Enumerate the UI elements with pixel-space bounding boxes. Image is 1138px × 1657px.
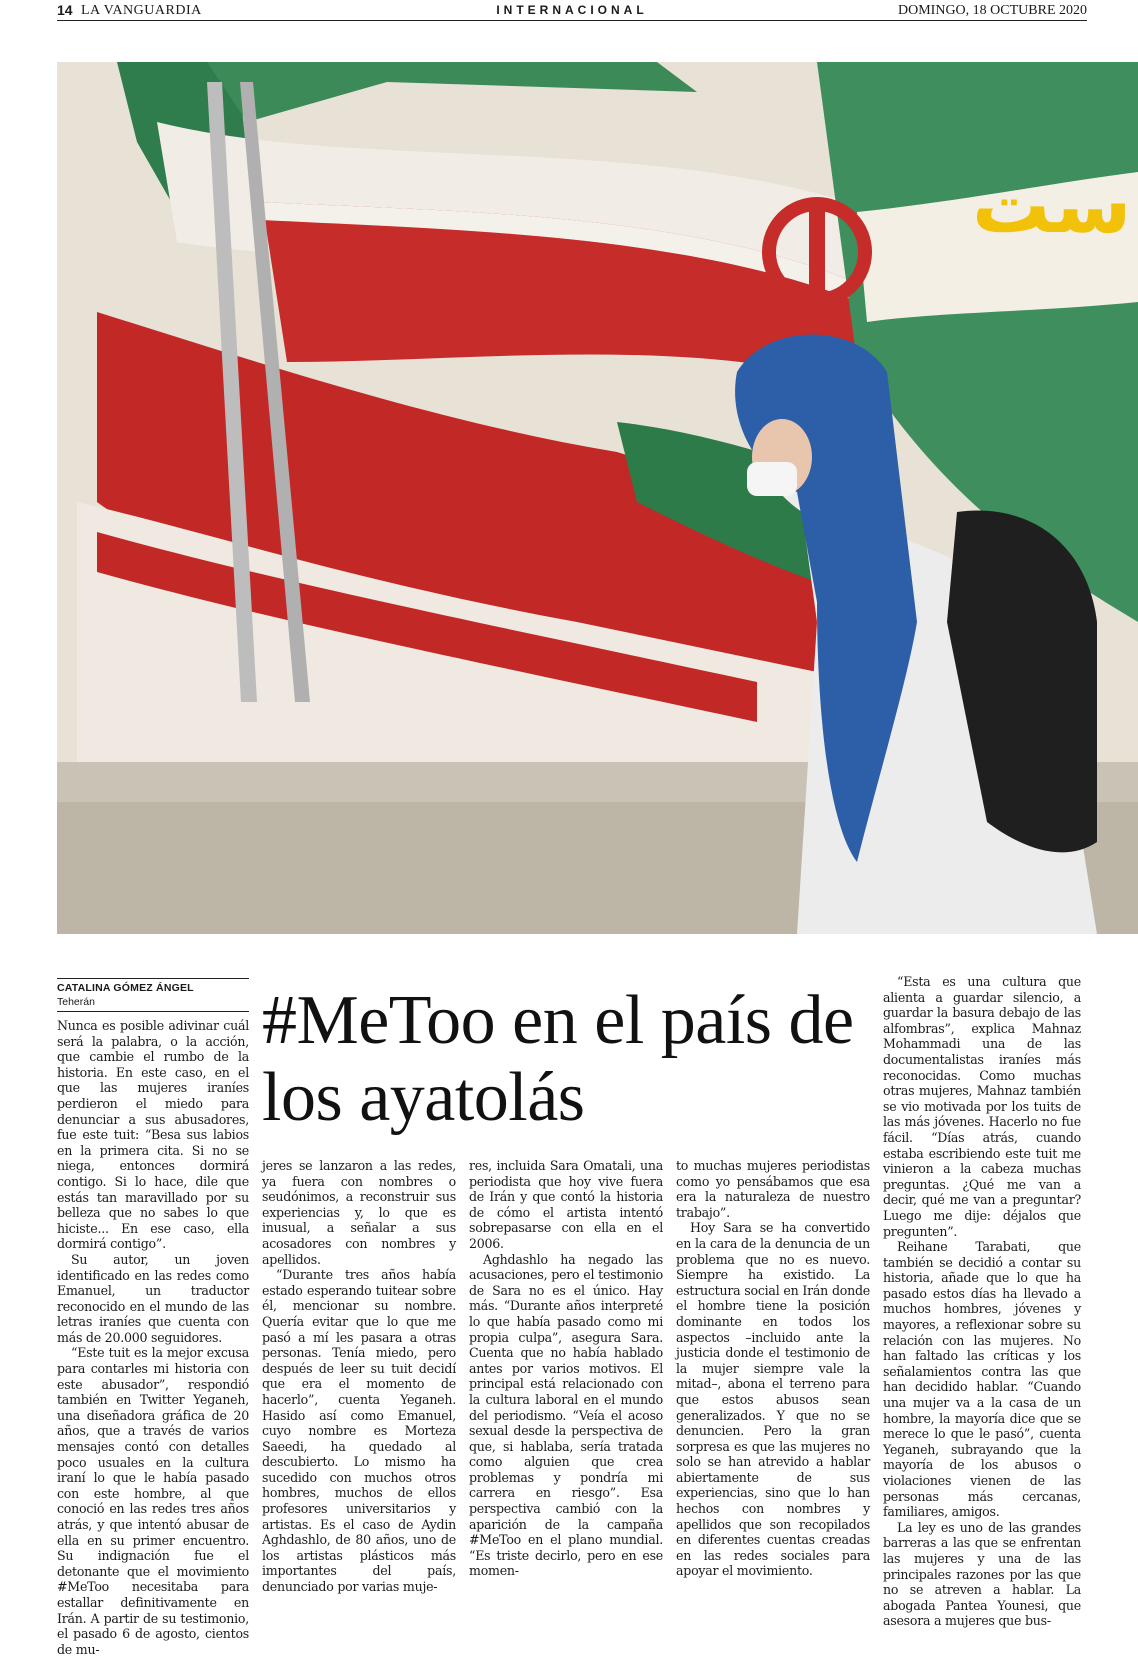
header-rule	[57, 20, 1087, 21]
paragraph: jeres se lanzaron a las redes, ya fuera con nombres o seudónimos, a reconstruir sus experiencias y, lo que es inusual, a señalar a sus acosadores con nombres y apellidos.	[262, 1158, 456, 1267]
newspaper-name: LA VANGUARDIA	[81, 3, 202, 18]
article-column-3	[469, 1158, 663, 1579]
byline-rule-bottom	[57, 1011, 249, 1012]
paragraph: Hoy Sara se ha convertido en la cara de la denuncia de un problema que no es nuevo. Siempre ha existido. La estructura social en Irán donde el hombre tiene la posición dominante en todos los aspectos –incluido ante la justicia donde el testimonio de la mujer siempre vale la mitad–, abona el terreno para que estos abusos sean generalizados. Y que no se denuncien. Pero la gran sorpresa es que las mujeres no solo se han atrevido a hablar abiertamente de sus experiencias, sino que lo han hechos con nombres y apellidos que son recopilados en diferentes cuentas creadas en las redes sociales para apoyar el movimiento.	[676, 1220, 870, 1579]
paragraph: “Esta es una cultura que alienta a guardar silencio, a guardar la basura debajo de las alfombras”, explica Mahnaz Mohammadi una de las documentalistas iraníes más reconocidas. Como muchas otras mujeres, Mahnaz también se vio motivada por los tuits de las más jóvenes. Hacerlo no fue fácil. “Días atrás, cuando estaba escribiendo este tuit me vinieron a la cabeza muchas preguntas. ¿Qué me van a decir, qué me van a preguntar? Luego me dije: déjalos que pregunten”.	[883, 974, 1081, 1239]
byline-rule	[57, 978, 249, 979]
paragraph: res, incluida Sara Omatali, una periodista que hoy vive fuera de Irán y que contó la historia de cómo el artista intentó sobrepasarse con ella en el 2006.	[469, 1158, 663, 1251]
article-photo	[57, 62, 1138, 934]
paragraph: Aghdashlo ha negado las acusaciones, pero el testimonio de Sara no es el único. Hay más. “Durante años interpreté lo que había pasado como mi propia culpa”, asegura Sara. Cuenta que no había hablado antes por varios motivos. El principal está relacionado con la cultura laboral en el mundo del periodismo. “Veía el acoso sexual desde la perspectiva de que, si hablaba, sería tratada como alguien que crea problemas y pondría mi carrera en riesgo”. Esa perspectiva cambió con la aparición de la campaña #MeToo en el plano mundial. “Es triste decirlo, pero en ese momen-	[469, 1251, 663, 1579]
masthead	[57, 2, 1087, 22]
paragraph: Reihane Tarabati, que también se decidió a contar su historia, añade que lo que ha pasado estos días ha llevado a muchos hombres, jóvenes y mayores, a reflexionar sobre su relación con las mujeres. No han faltado las críticas y los señalamientos contra las que han decidido hablar. “Cuando una mujer va a la casa de un hombre, la mayoría dice que se merece lo que le pasó”, cuenta Yeganeh, subrayando que la mayoría de los abusos o violaciones vienen de las personas más cercanas, familiares, amigos.	[883, 1239, 1081, 1520]
headline: #MeToo en el país de los ayatolás	[262, 982, 854, 1136]
photo-illustration	[57, 62, 1138, 934]
page-number: 14	[57, 2, 73, 18]
article-column-5	[883, 974, 1081, 1629]
byline: CATALINA GÓMEZ ÁNGEL	[57, 982, 194, 994]
article-column-4	[676, 1158, 870, 1579]
mural-script: ست	[972, 161, 1132, 251]
paragraph: Su autor, un joven identificado en las redes como Emanuel, un traductor reconocido en el mundo de las letras iraníes que cuenta con más de 20.000 seguidores.	[57, 1251, 249, 1345]
dateline: Teherán	[57, 996, 95, 1008]
paragraph: to muchas mujeres periodistas como yo pensábamos que esa era la naturaleza de nuestro trabajo”.	[676, 1158, 870, 1220]
article-column-1	[57, 1018, 249, 1657]
paragraph: La ley es uno de las grandes barreras a las que se enfrentan las mujeres y una de las principales razones por las que no se atreven a hablar. La abogada Pantea Younesi, que asesora a mujeres que bus-	[883, 1519, 1081, 1629]
paragraph: Nunca es posible adivinar cuál será la palabra, o la acción, que cambie el rumbo de la historia. En este caso, en el que las mujeres iraníes perdieron el miedo para denunciar a sus abusadores, fue este tuit: “Besa sus labios en la primera cita. Si no se niega, entonces dormirá contigo. Si lo hace, dile que estás tan maravillado por su belleza que no sabes lo que hiciste... En ese caso, ella dormirá contigo”.	[57, 1018, 249, 1252]
paragraph: “Este tuit es la mejor excusa para contarles mi historia con este abusador”, respondió también en Twitter Yeganeh, una diseñadora gráfica de 20 años, que a través de varios mensajes contó con detalles poco usuales en la cultura iraní lo que le había pasado con este hombre, al que conoció en las redes tres años atrás, y que intentó abusar de ella en su primer encuentro. Su indignación fue el detonante que el movimiento #MeToo necesitaba para estallar definitivamente en Irán. A partir de su testimonio, el pasado 6 de agosto, cientos de mu-	[57, 1345, 249, 1657]
article-column-2	[262, 1158, 456, 1595]
section-name: INTERNACIONAL	[496, 3, 648, 17]
issue-date: DOMINGO, 18 OCTUBRE 2020	[898, 3, 1087, 18]
paragraph: “Durante tres años había estado esperando tuitear sobre él, mencionar su nombre. Quería evitar que lo que me pasó a mí les pasara a otras personas. Tenía miedo, pero después de leer su tuit decidí que era el momento de hacerlo”, cuenta Yeganeh. Hasido así como Emanuel, cuyo nombre es Morteza Saeedi, ha quedado al descubierto. Lo mismo ha sucedido con muchos otros hombres, muchos de ellos profesores universitarios y artistas. Es el caso de Aydin Aghdashlo, de 80 años, uno de los artistas plásticos más importantes del país, denunciado por varias muje-	[262, 1267, 456, 1595]
